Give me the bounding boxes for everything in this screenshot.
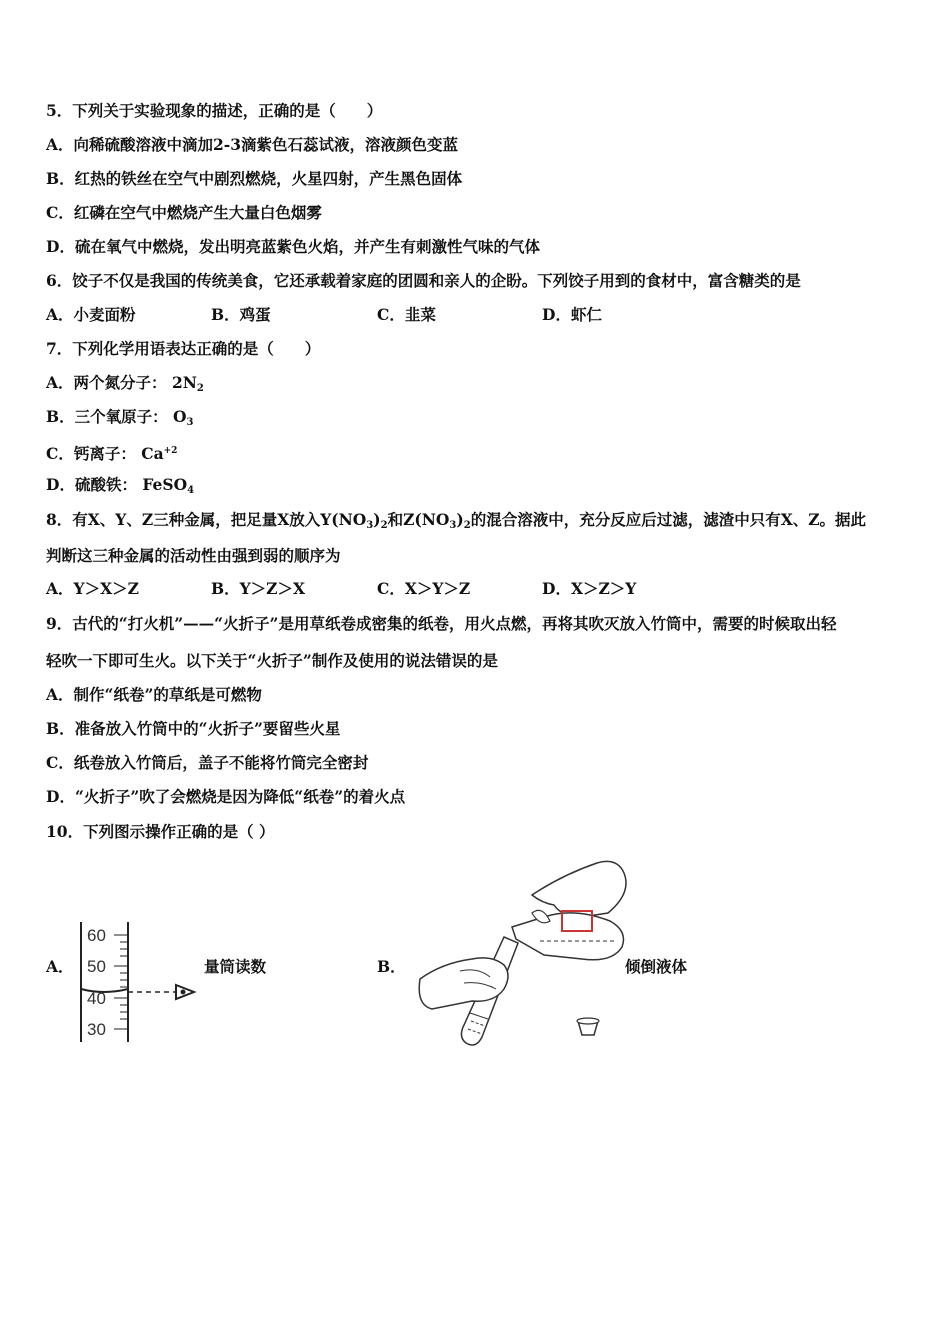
q9-option-d: D．“火折子”吹了会燃烧是因为降低“纸卷”的着火点 (46, 787, 406, 806)
scale-tick-60: 60 (87, 926, 106, 945)
scale-tick-30: 30 (87, 1020, 106, 1039)
q8-stem-part3: 和Z(NO (387, 510, 450, 529)
q7-option-b-formula: O (173, 407, 187, 426)
q8-stem-part5: 的混合溶液中，充分反应后过滤，滤渣中只有X、Z。据此 (470, 510, 867, 529)
q8-sub2: 2 (380, 520, 388, 531)
q7-option-a-formula: 2N (171, 373, 197, 392)
q5-option-a: A．向稀硫酸溶液中滴加2-3滴紫色石蕊试液，溶液颜色变蓝 (46, 135, 459, 154)
q9-option-b: B．准备放入竹筒中的“火折子”要留些火星 (46, 719, 341, 738)
q10-option-b-label: B． (377, 957, 406, 976)
q7-stem: 7．下列化学用语表达正确的是（ ） (46, 339, 321, 358)
cylinder-reading-figure (76, 918, 206, 1048)
q9-option-c: C．纸卷放入竹筒后，盖子不能将竹筒完全密封 (46, 753, 369, 772)
q7-option-b-subscript: 3 (186, 417, 194, 428)
q7-option-a (46, 373, 204, 399)
q8-stem-part4: ) (456, 510, 464, 529)
upper-hand-icon (532, 861, 626, 917)
q8-sub4: 2 (463, 520, 471, 531)
q10-option-a-label: A． (46, 957, 74, 976)
q8-option-b: B．Y＞Z＞X (211, 579, 306, 598)
q9-option-a: A．制作“纸卷”的草纸是可燃物 (46, 685, 262, 704)
q7-option-c (46, 441, 177, 464)
q7-option-c-label: C．钙离子： (46, 444, 136, 463)
q5-option-b: B．红热的铁丝在空气中剧烈燃烧，火星四射，产生黑色固体 (46, 169, 463, 188)
reagent-bottle-icon (512, 913, 624, 960)
q7-option-a-subscript: 2 (196, 383, 204, 394)
q5-option-c: C．红磷在空气中燃烧产生大量白色烟雾 (46, 203, 322, 222)
q10-option-b-caption: 倾倒液体 (625, 957, 688, 976)
q5-stem: 5．下列关于实验现象的描述，正确的是（ ） (46, 101, 383, 120)
q9-stem-line2: 轻吹一下即可生火。以下关于“火折子”制作及使用的说法错误的是 (46, 651, 498, 670)
scale-tick-40: 40 (87, 989, 106, 1008)
q8-option-a: A．Y＞X＞Z (46, 579, 139, 598)
q8-stem-line2: 判断这三种金属的活动性由强到弱的顺序为 (46, 546, 341, 565)
q7-option-b-label: B．三个氧原子： (46, 407, 168, 426)
q8-sub1: 3 (366, 520, 374, 531)
q8-stem (46, 510, 866, 536)
q7-option-d-subscript: 4 (187, 485, 195, 496)
q7-option-c-superscript: +2 (163, 446, 178, 456)
q6-option-a: A．小麦面粉 (46, 305, 136, 324)
q8-option-c: C．X＞Y＞Z (377, 579, 471, 598)
scale-tick-50: 50 (87, 957, 106, 976)
q7-option-d-formula: FeSO (142, 475, 188, 494)
q6-option-d: D．虾仁 (542, 305, 602, 324)
q8-stem-part1: 8．有X、Y、Z三种金属，把足量X放入Y(NO (46, 510, 367, 529)
q10-option-a-caption: 量筒读数 (204, 957, 267, 976)
q7-option-a-label: A．两个氮分子： (46, 373, 167, 392)
q8-option-d: D．X＞Z＞Y (542, 579, 637, 598)
q7-option-b (46, 407, 194, 433)
q6-option-b: B．鸡蛋 (211, 305, 271, 324)
q7-option-c-formula: Ca (141, 444, 164, 463)
q10-stem: 10．下列图示操作正确的是（ ） (46, 822, 275, 841)
q7-option-d-label: D．硫酸铁： (46, 475, 137, 494)
q7-option-d (46, 475, 194, 501)
q5-option-d: D．硫在氧气中燃烧，发出明亮蓝紫色火焰，并产生有刺激性气味的气体 (46, 237, 540, 256)
q6-stem: 6．饺子不仅是我国的传统美食，它还承载着家庭的团圆和亲人的企盼。下列饺子用到的食材中，富含糖类的是 (46, 271, 801, 290)
q9-stem-line1: 9．古代的“打火机”——“火折子”是用草纸卷成密集的纸卷，用火点燃，再将其吹灭放入竹筒中，需要的时候取出轻 (46, 614, 837, 633)
q8-sub3: 3 (449, 520, 457, 531)
q6-option-c: C．韭菜 (377, 305, 436, 324)
pouring-liquid-figure (412, 855, 647, 1050)
q8-stem-part2: ) (373, 510, 381, 529)
